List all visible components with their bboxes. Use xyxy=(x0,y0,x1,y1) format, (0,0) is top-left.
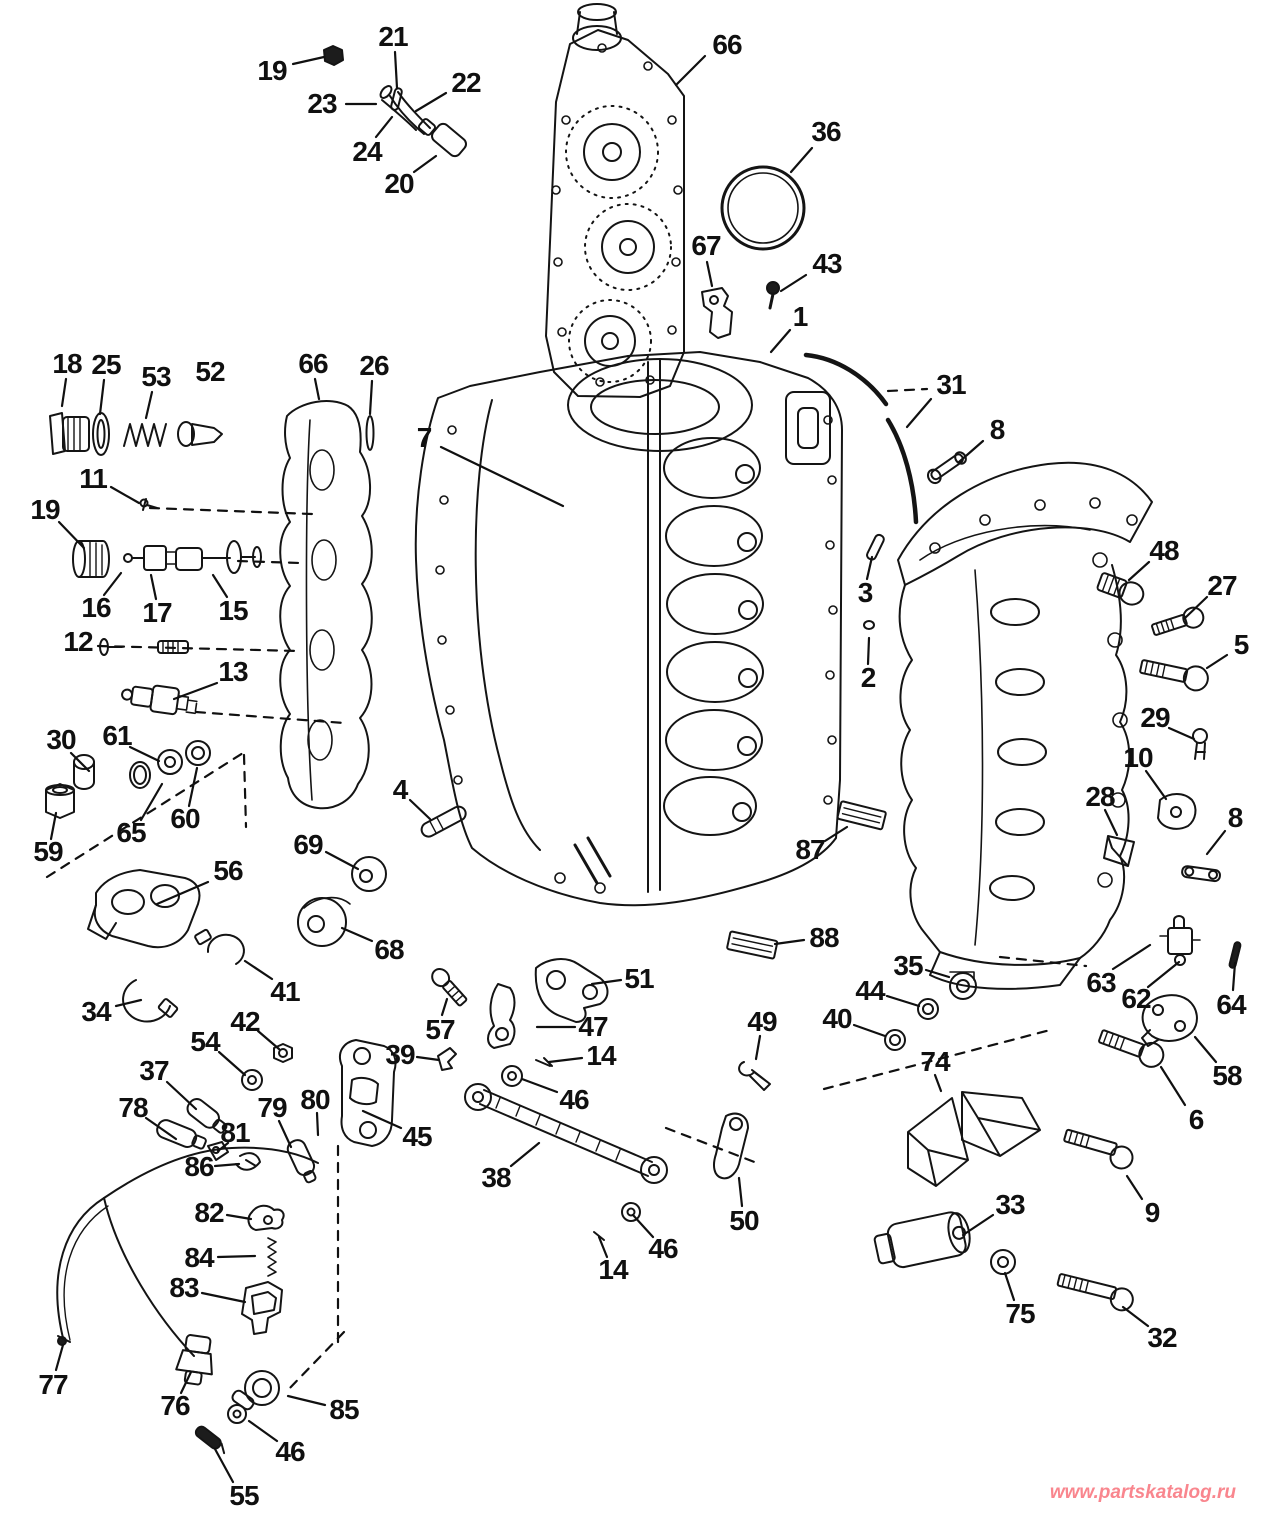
part-number-label-16: 16 xyxy=(81,592,111,623)
part-number-label-4: 4 xyxy=(392,774,408,805)
part-number-label-25: 25 xyxy=(91,349,121,380)
part-number-label-66: 66 xyxy=(712,29,742,60)
part-number-label-79: 79 xyxy=(257,1092,287,1123)
part-number-label-14: 14 xyxy=(598,1254,628,1285)
part-number-label-53: 53 xyxy=(141,361,171,392)
part-number-label-43: 43 xyxy=(812,248,842,279)
part-number-label-62: 62 xyxy=(1121,983,1151,1014)
part-number-label-51: 51 xyxy=(624,963,654,994)
part-number-label-60: 60 xyxy=(170,803,200,834)
watermark-text: www.partskatalog.ru xyxy=(1049,1482,1236,1503)
part-number-label-82: 82 xyxy=(194,1197,224,1228)
part-number-label-30: 30 xyxy=(46,724,76,755)
part-number-label-67: 67 xyxy=(691,230,721,261)
part-number-label-13: 13 xyxy=(218,656,248,687)
part-number-label-44: 44 xyxy=(855,975,885,1006)
part-number-label-19: 19 xyxy=(30,494,60,525)
part-number-label-58: 58 xyxy=(1212,1060,1242,1091)
part-number-label-1: 1 xyxy=(792,301,808,332)
part-number-label-23: 23 xyxy=(307,88,337,119)
part-number-label-84: 84 xyxy=(184,1242,214,1273)
part-number-label-75: 75 xyxy=(1005,1298,1035,1329)
part-number-label-42: 42 xyxy=(230,1006,260,1037)
part-number-label-24: 24 xyxy=(352,136,382,167)
part-number-label-19: 19 xyxy=(257,55,287,86)
part-number-label-38: 38 xyxy=(481,1162,511,1193)
part-number-label-18: 18 xyxy=(52,348,82,379)
part-number-label-68: 68 xyxy=(374,934,404,965)
part-number-label-6: 6 xyxy=(1188,1104,1204,1135)
part-number-label-3: 3 xyxy=(857,577,873,608)
part-number-label-47: 47 xyxy=(578,1011,608,1042)
part-number-label-77: 77 xyxy=(38,1369,68,1400)
part-number-label-46: 46 xyxy=(648,1233,678,1264)
part-number-label-2: 2 xyxy=(860,662,876,693)
part-number-label-55: 55 xyxy=(229,1480,259,1511)
part-number-label-46: 46 xyxy=(275,1436,305,1467)
part-number-label-36: 36 xyxy=(811,116,841,147)
part-number-label-33: 33 xyxy=(995,1189,1025,1220)
part-number-label-9: 9 xyxy=(1144,1197,1160,1228)
part-number-label-57: 57 xyxy=(425,1014,455,1045)
part-number-label-31: 31 xyxy=(936,369,966,400)
part-number-label-39: 39 xyxy=(385,1039,415,1070)
part-number-label-32: 32 xyxy=(1147,1322,1177,1353)
part-number-label-56: 56 xyxy=(213,855,243,886)
part-number-label-41: 41 xyxy=(270,976,300,1007)
part-number-label-26: 26 xyxy=(359,350,389,381)
part-number-label-48: 48 xyxy=(1149,535,1179,566)
part-number-label-45: 45 xyxy=(402,1121,432,1152)
part-number-label-12: 12 xyxy=(63,626,93,657)
part-number-label-5: 5 xyxy=(1233,629,1249,660)
part-number-label-50: 50 xyxy=(729,1205,759,1236)
part-number-label-29: 29 xyxy=(1140,702,1170,733)
part-number-label-69: 69 xyxy=(293,829,323,860)
part-number-label-11: 11 xyxy=(79,463,107,494)
part-number-label-52: 52 xyxy=(195,356,225,387)
part-number-label-54: 54 xyxy=(190,1026,220,1057)
part-number-label-74: 74 xyxy=(920,1046,950,1077)
part-number-label-17: 17 xyxy=(142,597,172,628)
part-number-label-15: 15 xyxy=(218,595,248,626)
part-number-label-34: 34 xyxy=(81,996,111,1027)
part-number-label-14: 14 xyxy=(586,1040,616,1071)
part-number-label-76: 76 xyxy=(160,1390,190,1421)
part-number-label-46: 46 xyxy=(559,1084,589,1115)
part-number-label-66: 66 xyxy=(298,348,328,379)
part-number-label-59: 59 xyxy=(33,836,63,867)
part-number-label-81: 81 xyxy=(220,1117,250,1148)
part-number-label-21: 21 xyxy=(378,21,408,52)
part-number-label-40: 40 xyxy=(822,1003,852,1034)
part-number-label-78: 78 xyxy=(118,1092,148,1123)
part-number-label-22: 22 xyxy=(451,67,481,98)
part-number-label-20: 20 xyxy=(384,168,414,199)
part-number-label-8: 8 xyxy=(1227,802,1243,833)
part-number-label-10: 10 xyxy=(1123,742,1153,773)
part-number-label-86: 86 xyxy=(184,1151,214,1182)
part-number-label-63: 63 xyxy=(1086,967,1116,998)
part-number-label-65: 65 xyxy=(116,817,146,848)
part-number-label-35: 35 xyxy=(893,950,923,981)
part-number-label-27: 27 xyxy=(1207,570,1237,601)
part-number-label-64: 64 xyxy=(1216,989,1246,1020)
part-number-label-28: 28 xyxy=(1085,781,1115,812)
part-number-label-87: 87 xyxy=(795,834,825,865)
part-number-label-8: 8 xyxy=(989,414,1005,445)
part-number-label-85: 85 xyxy=(329,1394,359,1425)
part-number-label-88: 88 xyxy=(809,922,839,953)
part-number-label-49: 49 xyxy=(747,1006,777,1037)
part-number-label-83: 83 xyxy=(169,1272,199,1303)
part-number-label-61: 61 xyxy=(102,720,132,751)
part-number-label-37: 37 xyxy=(139,1055,169,1086)
part-number-label-80: 80 xyxy=(300,1084,330,1115)
part-number-label-7: 7 xyxy=(416,422,432,453)
